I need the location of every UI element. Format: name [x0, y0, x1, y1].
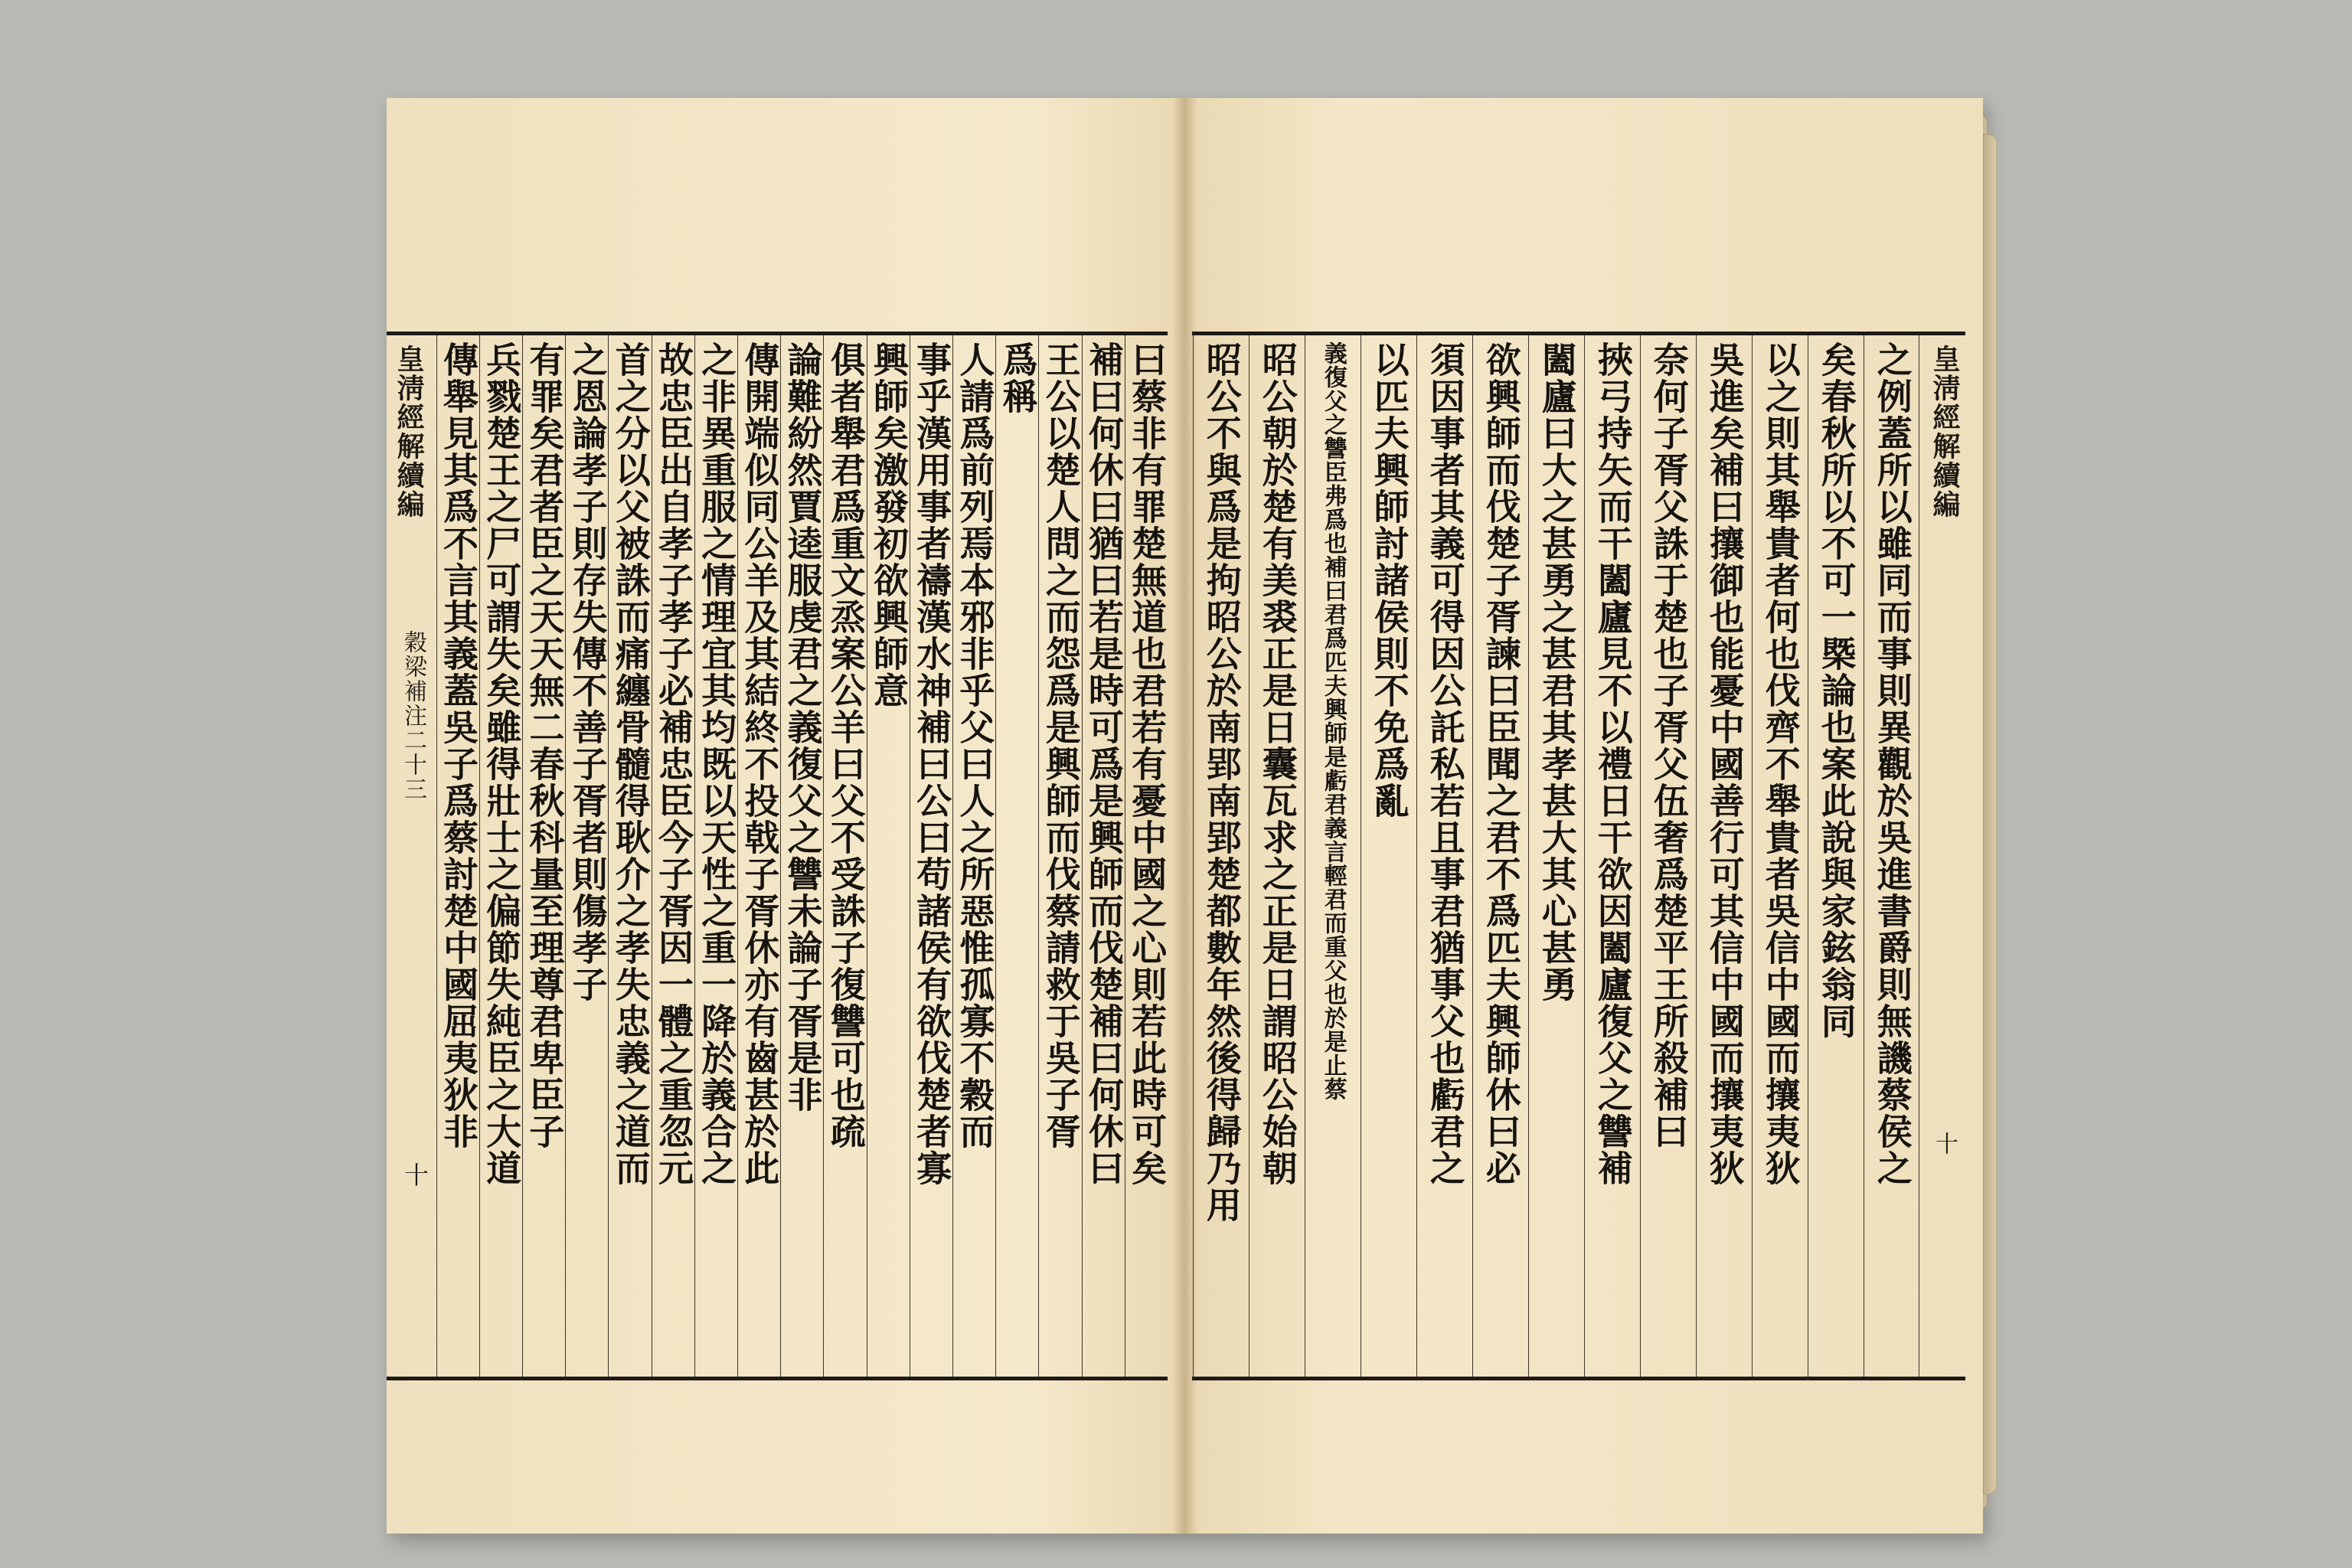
text-column: [1193, 335, 1249, 1377]
text-column: [522, 335, 565, 1377]
text-column: [1696, 335, 1752, 1377]
column-text: 以之則其舉貴者何也伐齊不舉貴者吳信中國而攘夷狄: [1759, 341, 1802, 1187]
text-column: [1472, 335, 1528, 1377]
right-page-number: 十: [1931, 1132, 1958, 1155]
column-text: 補曰何休曰猶曰若是時可爲是興師而伐楚補曰何休曰: [1083, 341, 1125, 1187]
column-text: 昭公不與爲是拘昭公於南郢南郢楚都數年然後得歸乃用: [1200, 341, 1243, 1223]
page-stack-edge-inner: [1983, 134, 1997, 1494]
right-margin-title: 皇淸經解續編: [1929, 345, 1961, 519]
column-text: 傳舉見其爲不言其義蓋吳子爲蔡討楚中國屈夷狄非: [437, 341, 479, 1150]
text-column: [565, 335, 608, 1377]
column-text: 傳開端似同公羊及其結終不投戟子胥休亦有齒甚於此: [739, 341, 781, 1187]
text-column: [952, 335, 995, 1377]
column-text: 王公以楚人問之而怨爲是興師而伐蔡請救于吳子胥: [1040, 341, 1082, 1150]
column-text: 挾弓持矢而干闔廬見不以禮日干欲因闔廬復父之讐補: [1592, 341, 1634, 1187]
text-column: [1864, 335, 1919, 1377]
text-column: [1038, 335, 1081, 1377]
text-column: [1752, 335, 1808, 1377]
column-text: 論難紛然賈逵服虔君之義復父之讐未論子胥是非: [782, 341, 824, 1113]
text-column: [1125, 335, 1168, 1377]
right-margin-column: [1919, 335, 1965, 1377]
column-text: 欲興師而伐楚子胥諫曰臣聞之君不爲匹夫興師休曰必: [1480, 341, 1522, 1187]
column-text: 首之分以父被誅而痛纏骨髓得耿介之孝失忠義之道而: [609, 341, 652, 1187]
text-column: [1808, 335, 1864, 1377]
column-text: 矣春秋所以不可一槩論也案此說與家鉉翁同: [1815, 341, 1857, 1040]
column-text: 以匹夫興師討諸侯則不免爲亂: [1368, 341, 1410, 819]
left-margin-title: 皇淸經解續編: [393, 345, 425, 519]
text-column: [737, 335, 780, 1377]
text-column: [1528, 335, 1584, 1377]
text-column: [995, 335, 1038, 1377]
column-text: 興師矣激發初欲興師意: [867, 341, 910, 709]
column-text: 之非異重服之情理宜其均既以天性之重一降於義合之: [696, 341, 738, 1187]
left-text-frame: [387, 332, 1168, 1380]
text-column: [1082, 335, 1125, 1377]
text-column: [867, 335, 910, 1377]
text-column: [1416, 335, 1472, 1377]
text-column: [652, 335, 694, 1377]
text-column: [1584, 335, 1640, 1377]
text-column: [608, 335, 651, 1377]
column-text: 昭公朝於楚有美裘正是日囊瓦求之正是日謂昭公始朝: [1256, 341, 1298, 1187]
text-column: [1640, 335, 1696, 1377]
right-text-frame: [1192, 332, 1965, 1380]
text-column: [479, 335, 522, 1377]
text-column: [780, 335, 823, 1377]
column-text: 闔廬曰大之甚勇之甚君其孝甚大其心甚勇: [1536, 341, 1578, 1003]
column-text: 有罪矣君者臣之天天無二春秋科量至理尊君卑臣子: [524, 341, 566, 1150]
column-text: 事乎漢用事者禱漢水神補曰公曰苟諸侯有欲伐楚者寡: [911, 341, 953, 1187]
right-page: [1192, 98, 1983, 1534]
text-column: [1305, 335, 1361, 1377]
left-page: [387, 98, 1175, 1534]
text-column: [694, 335, 737, 1377]
column-text: 之恩論孝子則存失傳不善子胥者則傷孝子: [567, 341, 609, 1003]
column-text: 須因事者其義可得因公託私若且事君猶事父也虧君之: [1424, 341, 1466, 1187]
text-column: [1249, 335, 1305, 1377]
column-text: 人請爲前列焉本邪非乎父曰人之所惡惟孤寡不穀而: [954, 341, 996, 1150]
column-text: 吳進矣補曰攘御也能憂中國善行可其信中國而攘夷狄: [1704, 341, 1746, 1187]
open-book: [387, 98, 1983, 1534]
text-column: [823, 335, 866, 1377]
column-text: 爲稱: [997, 341, 1039, 415]
column-text: 奈何子胥父誅于楚也子胥父伍奢爲楚平王所殺補曰: [1648, 341, 1690, 1150]
column-text: 俱者舉君爲重文烝案公羊曰父不受誅子復讐可也疏: [825, 341, 867, 1150]
column-text: 之例蓋所以雖同而事則異觀於吳進書爵則無譏蔡侯之: [1871, 341, 1913, 1187]
column-text: 義復父之讐臣弗爲也補曰君爲匹夫興師是虧君義言輕君而重父也於是止蔡: [1319, 341, 1347, 1101]
left-margin-subtitle: 穀梁補注二十三: [400, 630, 426, 802]
column-text: 曰蔡非有罪楚無道也君若有憂中國之心則若此時可矣: [1126, 341, 1168, 1187]
column-text: 故忠臣出自孝子孝子必補忠臣今子胥因一體之重忽元: [652, 341, 694, 1187]
text-column: [910, 335, 952, 1377]
left-margin-column: [387, 335, 436, 1377]
text-column: [436, 335, 479, 1377]
column-text: 兵戮楚王之尸可謂失矣雖得壯士之偏節失純臣之大道: [481, 341, 523, 1187]
text-column: [1361, 335, 1416, 1377]
left-page-number: 十: [400, 1162, 430, 1187]
